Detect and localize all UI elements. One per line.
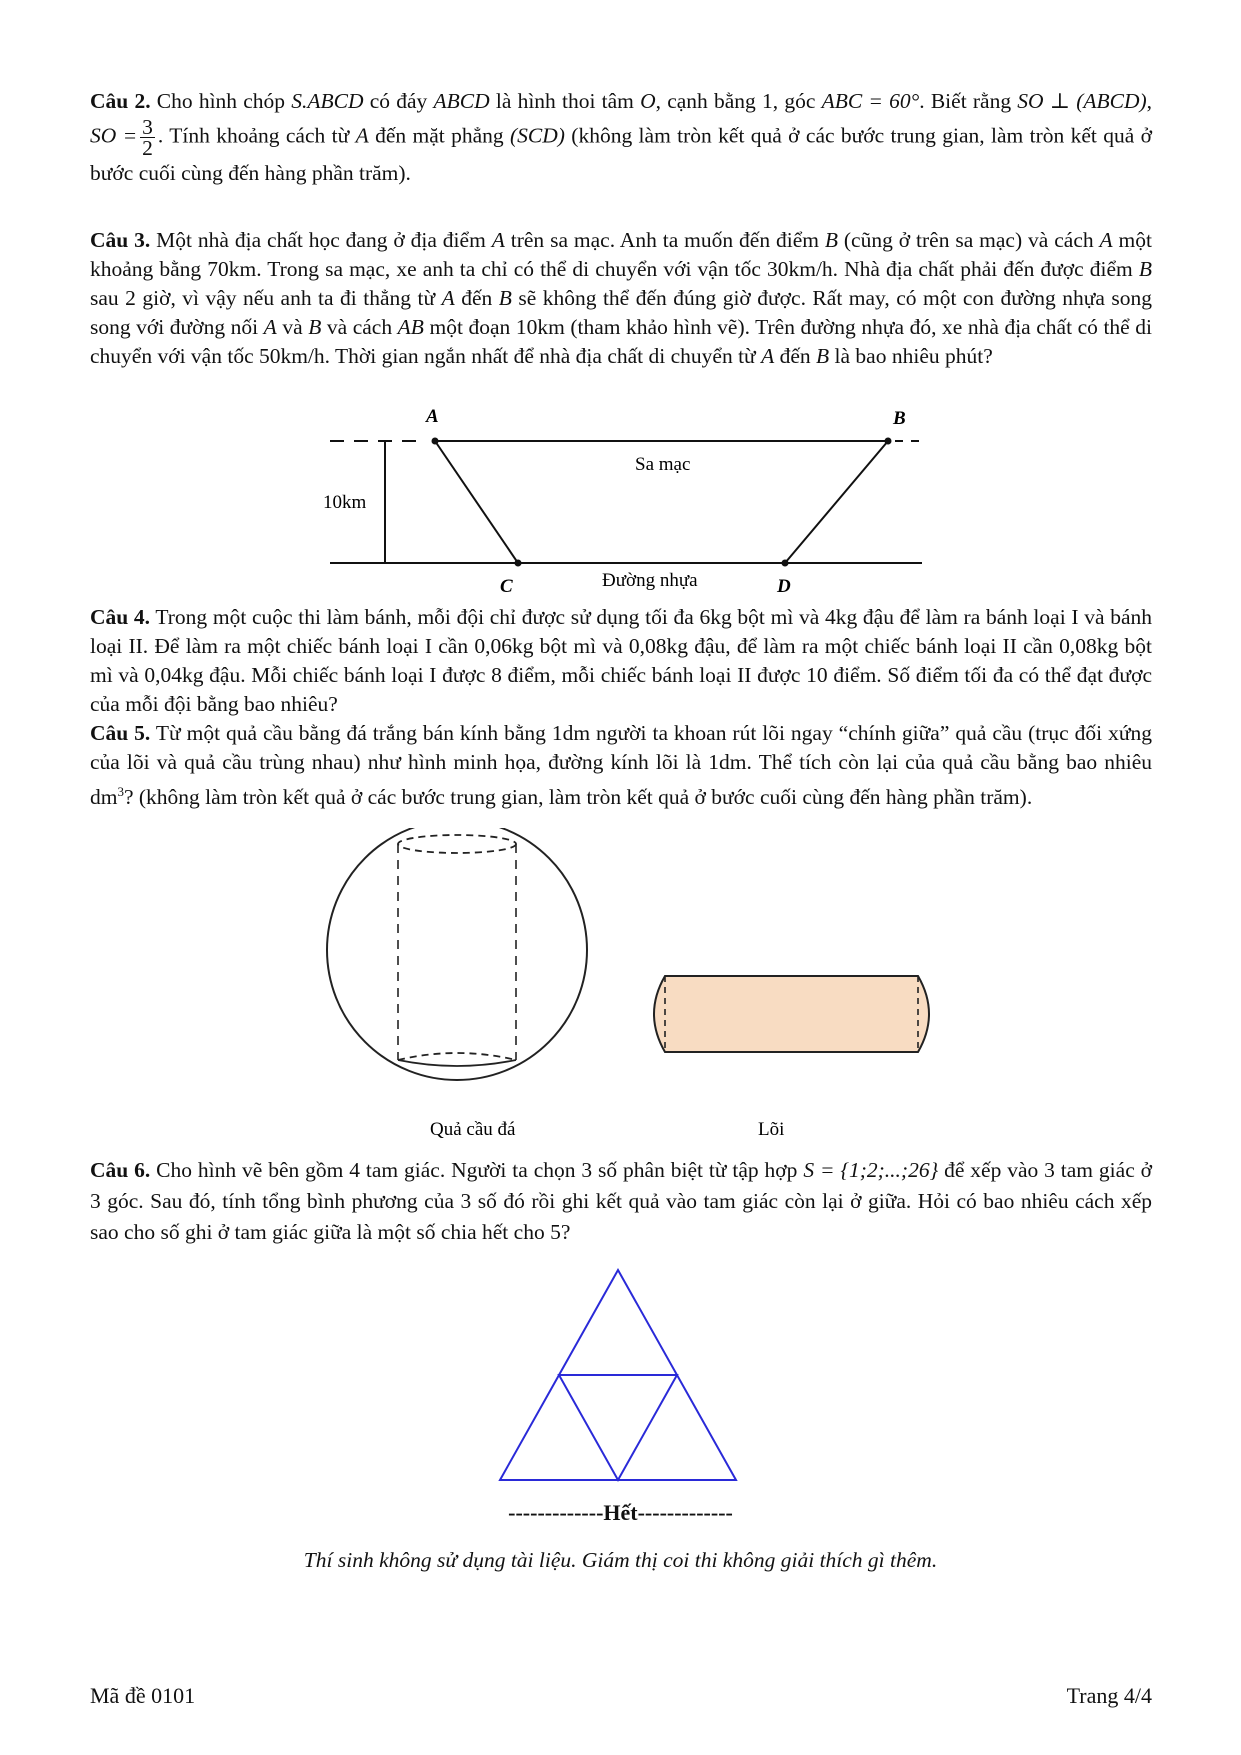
sphere-core-diagram (310, 828, 970, 1153)
point-c (515, 560, 522, 567)
question-2-label: Câu 2. (90, 89, 151, 113)
middle-triangle (559, 1375, 677, 1480)
point-d (782, 560, 789, 567)
triangle-diagram (490, 1265, 750, 1490)
point-a (432, 438, 439, 445)
question-4: Câu 4. Trong một cuộc thi làm bánh, mỗi đội chỉ được sử dụng tối đa 6kg bột mì và 4kg đậu để làm ra bánh loại I và bánh loại II. Để làm ra một chiếc bánh loại I cần 0,06kg bột mì và 0,08kg đậu, để làm ra một chiếc bánh loại II cần 0,08kg bột mì và 0,04kg đậu. Mỗi chiếc bánh loại I được 8 điểm, mỗi chiếc bánh loại II được 10 điểm. Số điểm tối đa có thể đạt được của mỗi đội bằng bao nhiêu? (90, 605, 1152, 716)
point-b (885, 438, 892, 445)
page-footer (90, 1683, 1152, 1709)
caption-sphere: Quả cầu đá (430, 1119, 516, 1140)
question-6: Câu 6. Cho hình vẽ bên gồm 4 tam giác. Người ta chọn 3 số phân biệt từ tập hợp S = {1;2;...;26} để xếp vào 3 tam giác ở 3 góc. Sau đó, tính tổng bình phương của 3 số đó rồi ghi kết quả vào tam giác còn lại ở giữa. Hỏi có bao nhiêu cách xếp sao cho số ghi ở tam giác giữa là một số chia hết cho 5? (90, 1158, 1153, 1244)
desert-road-diagram (320, 400, 930, 600)
question-6-label: Câu 6. (90, 1158, 151, 1182)
sphere-bottom-cap-solid (398, 1060, 516, 1066)
question-4-label: Câu 4. (90, 605, 151, 629)
question-3: Câu 3. Một nhà địa chất học đang ở địa điểm A trên sa mạc. Anh ta muốn đến điểm B (cũng ở trên sa mạc) và cách A một khoảng bằng 70km. Trong sa mạc, xe anh ta chỉ có thể di chuyển với vận tốc 30km/h. Nhà địa chất phải đến được điểm B sau 2 giờ, vì vậy nếu anh ta đi thẳng từ A đến B sẽ không thể đến đúng giờ được. Rất may, có một con đường nhựa song song với đường nối A và B và cách AB một đoạn 10km (tham khảo hình vẽ). Trên đường nhựa đó, xe nhà địa chất có thể di chuyển với vận tốc 50km/h. Thời gian ngắn nhất để nhà địa chất di chuyển từ A đến B là bao nhiêu phút? (90, 228, 1153, 368)
sphere-top-cap-dashed (398, 835, 516, 853)
exam-note: Thí sinh không sử dụng tài liệu. Giám thị coi thi không giải thích gì thêm. (303, 1548, 938, 1572)
core-cylinder (654, 976, 929, 1052)
page-number: Trang 4/4 (1066, 1683, 1152, 1708)
label-road: Đường nhựa (602, 570, 698, 591)
caption-core: Lõi (758, 1119, 785, 1140)
label-a: A (426, 406, 439, 427)
label-desert: Sa mạc (635, 454, 691, 475)
question-5: Câu 5. Từ một quả cầu bằng đá trắng bán kính bằng 1dm người ta khoan rút lõi ngay “chính giữa” quả cầu (trục đối xứng của lõi và quả cầu trùng nhau) như hình minh họa, đường kính lõi là 1dm. Thể tích còn lại của quả cầu bằng bao nhiêu $dm^3$? (không làm tròn kết quả ở các bước trung gian, làm tròn kết quả ở bước cuối cùng đến hàng phần trăm). (90, 721, 1152, 810)
question-2: Câu 2. Cho hình chóp S.ABCD có đáy ABCD là hình thoi tâm O, cạnh bằng 1, góc ABC = 60°. Biết rằng SO ⊥ (ABCD), SO = $\frac{3}{2}$ . Tính khoảng cách từ A đến mặt phẳng (SCD) (không làm tròn kết quả ở các bước trung gian, làm tròn kết quả ở bước cuối cùng đến hàng phần trăm). (90, 89, 1153, 185)
question-3-label: Câu 3. (90, 228, 151, 252)
question-5-label: Câu 5. (90, 721, 151, 745)
fraction-3-2: $\frac{3}{2}$ (142, 115, 153, 160)
sphere-bottom-cap-dashed (398, 1053, 516, 1060)
label-b: B (893, 408, 906, 429)
sphere-outline (327, 828, 587, 1080)
label-distance: 10km (323, 492, 367, 513)
segment-ac (435, 441, 518, 563)
segment-bd (785, 441, 888, 563)
exam-code: Mã đề 0101 (90, 1683, 196, 1708)
end-marker: -------------Hết------------- (508, 1500, 733, 1525)
label-d: D (777, 576, 791, 597)
label-c: C (500, 576, 513, 597)
